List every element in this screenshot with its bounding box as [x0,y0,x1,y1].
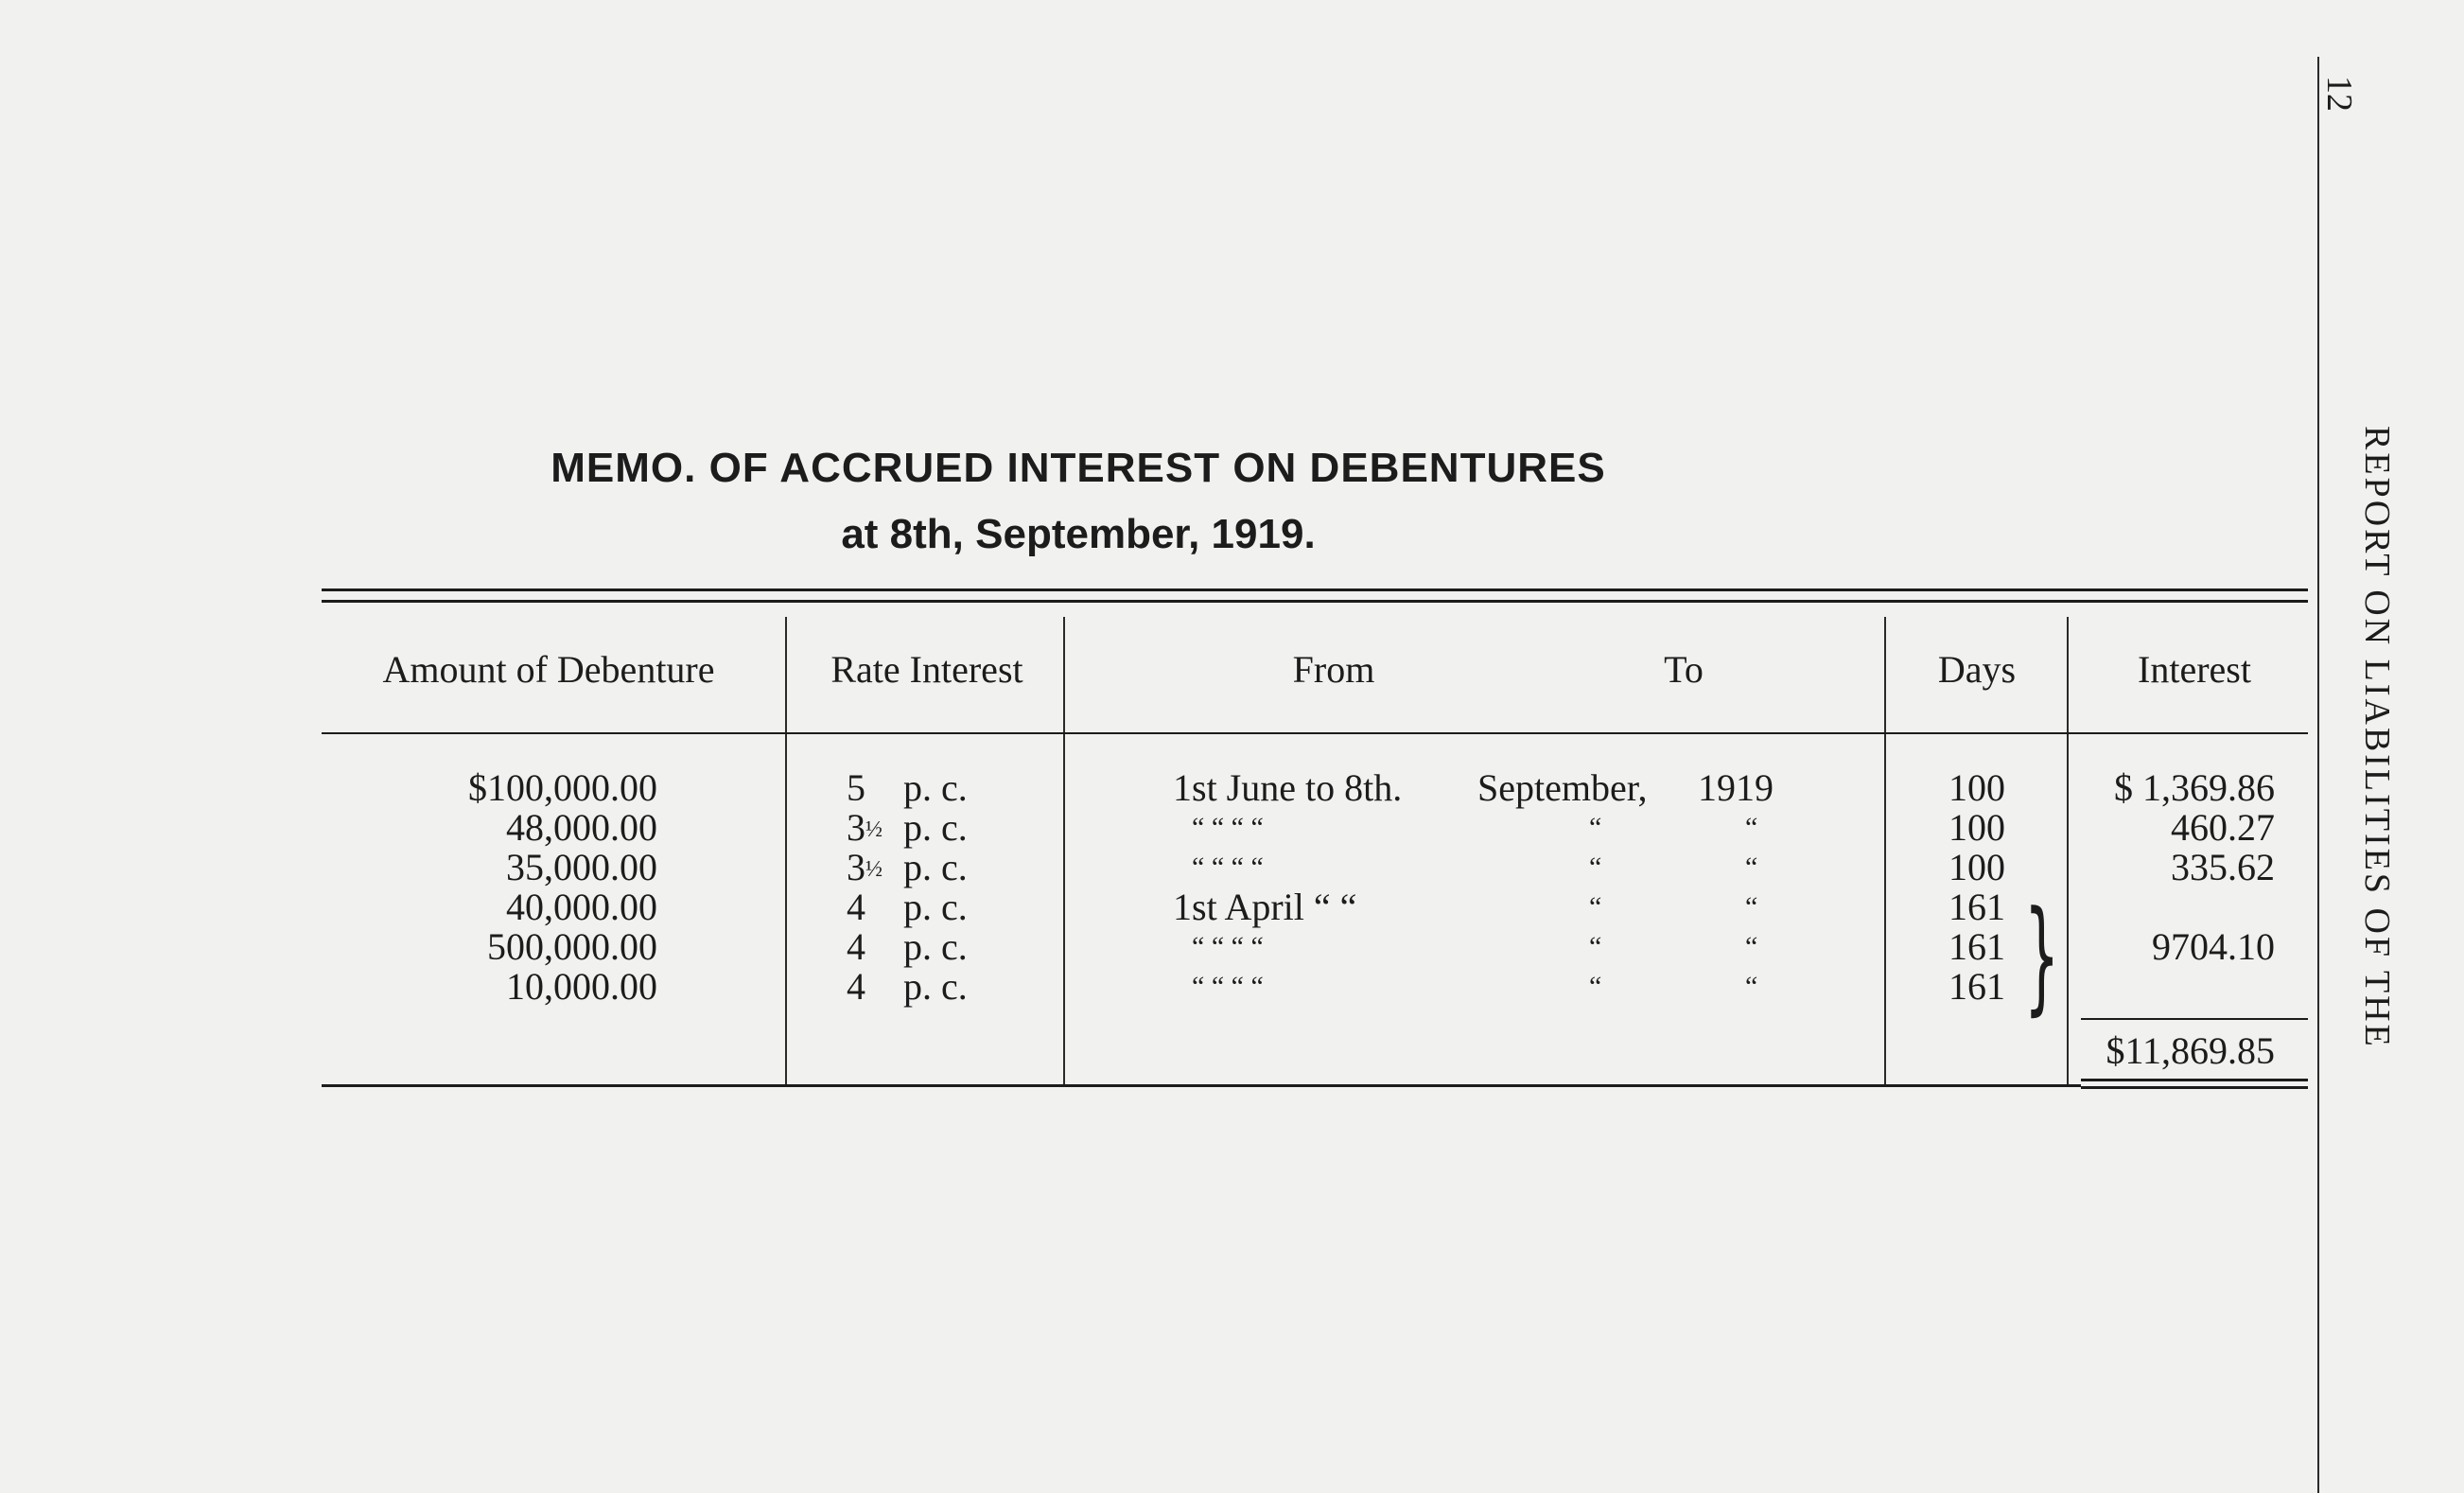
from-text: “ “ “ “ [1192,971,1264,1002]
header-from: From [1292,648,1375,691]
from-text: 1st June to 8th. [1173,766,1403,809]
rate-unit: p. c. [903,886,968,928]
rate-whole: 3 [847,806,865,849]
rate-cell [847,927,1036,967]
total-rule [2081,1018,2308,1020]
col-divider-2 [1063,617,1065,1084]
col-divider-4 [2067,617,2069,1084]
rate-column [847,768,1036,1007]
to-month: “ [1589,971,1602,1002]
rate-fraction: ½ [865,857,882,882]
document-title: MEMO. OF ACCRUED INTEREST ON DEBENTURES [550,445,1606,491]
header-amount: Amount of Debenture [382,648,715,691]
header-rate: Rate Interest [830,648,1023,691]
amount-cell: 10,000.00 [506,965,657,1008]
rate-whole: 5 [847,766,865,809]
to-year: 1919 [1698,766,1774,809]
amount-cell: 40,000.00 [506,886,657,928]
from-text: “ “ “ “ [1192,852,1264,883]
rate-unit: p. c. [903,806,968,849]
rate-cell [847,808,1036,848]
from-text: “ “ “ “ [1192,931,1264,962]
days-cell: 161 [1948,886,2005,928]
date-cell [1173,967,1816,1007]
days-column [1948,768,2024,1007]
rate-cell [847,887,1036,927]
interest-column [2081,768,2275,1007]
document-subtitle: at 8th, September, 1919. [841,511,1316,557]
rate-cell [847,768,1036,808]
date-cell [1173,768,1816,808]
rate-unit: p. c. [903,965,968,1008]
rate-cell [847,848,1036,887]
bottom-rule [322,1084,2081,1087]
days-cell: 100 [1948,846,2005,888]
interest-cell [2081,887,2275,927]
total-double-rule-2 [2081,1086,2308,1089]
date-column [1173,768,1835,1007]
col-divider-3 [1884,617,1886,1084]
top-rule-1 [322,588,2308,591]
days-cell: 161 [1948,965,2005,1008]
top-rule-2 [322,600,2308,603]
to-month: September, [1477,766,1648,809]
header-to: To [1664,648,1704,691]
to-year: “ [1745,891,1758,922]
page-number: 12 [2319,76,2359,112]
rate-unit: p. c. [903,766,968,809]
interest-cell: 335.62 [2171,846,2275,888]
grouping-brace: } [2024,884,2060,1028]
total-double-rule-1 [2081,1079,2308,1081]
days-cell: 100 [1948,766,2005,809]
running-head: REPORT ON LIABILITIES OF THE [2357,426,2397,1049]
rate-whole: 4 [847,965,865,1008]
interest-cell: $ 1,369.86 [2114,766,2275,809]
to-month: “ [1589,812,1602,843]
from-text: 1st April “ “ [1173,886,1357,928]
rate-cell [847,967,1036,1007]
header-rule [322,732,2308,734]
col-divider-1 [785,617,787,1084]
rate-whole: 3 [847,846,865,888]
to-month: “ [1589,931,1602,962]
amount-cell: 35,000.00 [506,846,657,888]
to-month: “ [1589,891,1602,922]
header-days: Days [1937,648,2017,691]
from-text: “ “ “ “ [1192,812,1264,843]
amount-cell: 500,000.00 [487,925,657,968]
to-month: “ [1589,852,1602,883]
rate-fraction: ½ [865,817,882,842]
rate-whole: 4 [847,886,865,928]
amount-cell: 48,000.00 [506,806,657,849]
rate-whole: 4 [847,925,865,968]
date-cell [1173,927,1816,967]
interest-cell [2081,967,2275,1007]
interest-cell: 9704.10 [2152,925,2275,968]
date-cell [1173,887,1816,927]
date-cell [1173,808,1816,848]
interest-cell: 460.27 [2171,806,2275,849]
rate-unit: p. c. [903,925,968,968]
days-cell: 100 [1948,806,2005,849]
days-cell: 161 [1948,925,2005,968]
date-cell [1173,848,1816,887]
amount-column [369,768,657,1007]
amount-cell: $100,000.00 [468,766,657,809]
header-interest: Interest [2138,648,2251,691]
rate-unit: p. c. [903,846,968,888]
to-year: “ [1745,971,1758,1002]
to-year: “ [1745,812,1758,843]
to-year: “ [1745,852,1758,883]
total-interest: $11,869.85 [2106,1029,2275,1072]
to-year: “ [1745,931,1758,962]
margin-rule [2317,57,2319,1493]
